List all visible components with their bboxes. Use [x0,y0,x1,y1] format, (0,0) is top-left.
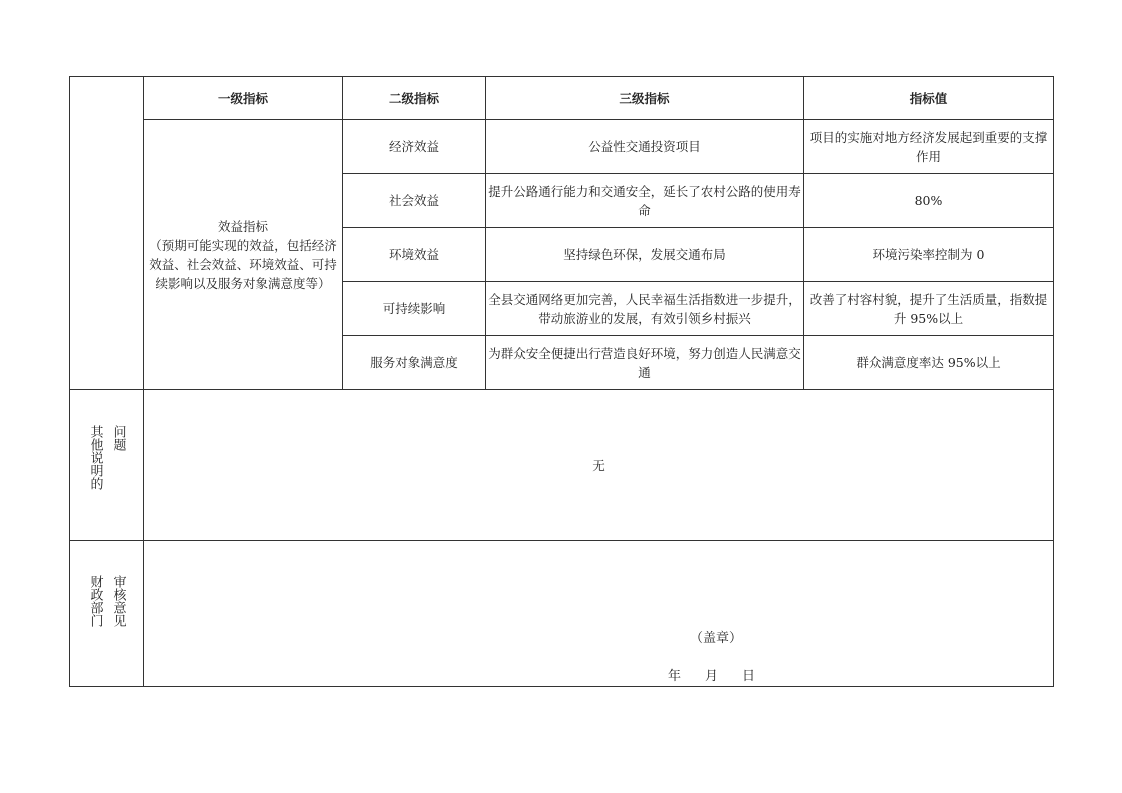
other-notes-label-col1: 其他说明的 [87,424,103,490]
other-notes-label-col2: 问题 [110,424,126,451]
value-cell: 改善了村容村貌，提升了生活质量，指数提升 95%以上 [804,282,1054,336]
level3-cell: 全县交通网络更加完善，人民幸福生活指数进一步提升，带动旅游业的发展，有效引领乡村振兴 [486,282,804,336]
level1-description: （预期可能实现的效益，包括经济效益、社会效益、环境效益、可持续影响以及服务对象满意度等） [149,237,337,291]
level3-cell: 公益性交通投资项目 [486,120,804,174]
date-month: 月 [705,669,719,684]
header-level1: 一级指标 [144,77,343,120]
other-notes-label [70,390,144,541]
value-cell: 项目的实施对地方经济发展起到重要的支撑作用 [804,120,1054,174]
level2-cell: 服务对象满意度 [343,336,486,390]
level2-cell: 经济效益 [343,120,486,174]
blank-left-cell [70,77,144,390]
finance-review-content [144,541,1054,687]
level1-cell [144,120,343,390]
seal-placeholder: （盖章） [690,631,743,646]
value-cell: 环境污染率控制为 0 [804,228,1054,282]
level3-cell: 提升公路通行能力和交通安全，延长了农村公路的使用寿命 [486,174,804,228]
header-value: 指标值 [804,77,1054,120]
other-notes-content: 无 [144,390,1054,541]
date-line [668,667,779,686]
header-level2: 二级指标 [343,77,486,120]
level3-cell: 坚持绿色环保，发展交通布局 [486,228,804,282]
finance-review-label-col2: 审核意见 [110,575,126,627]
header-row [70,77,1054,120]
level2-cell: 环境效益 [343,228,486,282]
finance-review-label [70,541,144,687]
table-row [70,120,1054,174]
other-notes-row [70,390,1054,541]
level2-cell: 社会效益 [343,174,486,228]
value-cell: 80% [804,174,1054,228]
date-year: 年 [668,669,682,684]
level2-cell: 可持续影响 [343,282,486,336]
level1-title: 效益指标 [217,218,268,234]
header-level3: 三级指标 [486,77,804,120]
date-day: 日 [742,669,756,684]
value-cell: 群众满意度率达 95%以上 [804,336,1054,390]
performance-table [69,76,1054,687]
level3-cell: 为群众安全便捷出行营造良好环境，努力创造人民满意交通 [486,336,804,390]
finance-review-row [70,541,1054,687]
finance-review-label-col1: 财政部门 [87,575,103,627]
